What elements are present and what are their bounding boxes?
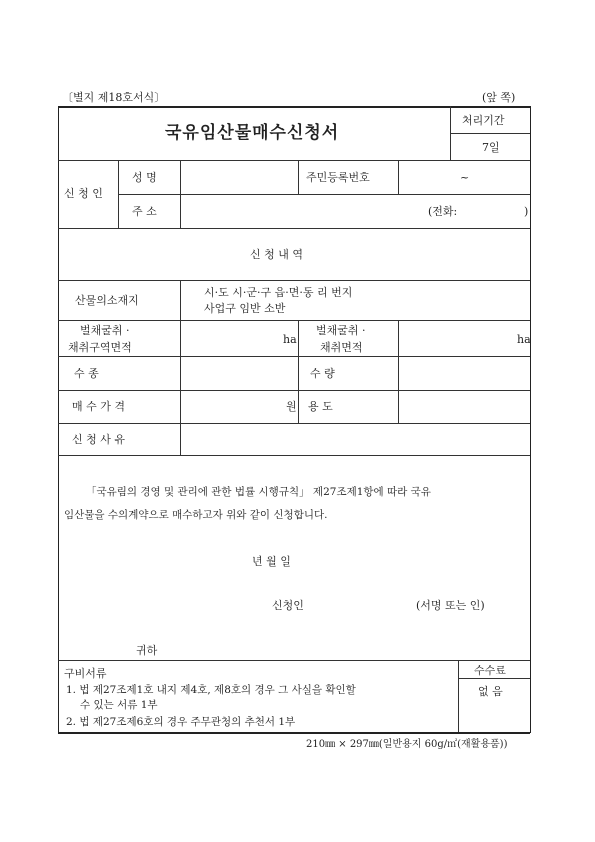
fee-value: 없 음 (478, 685, 503, 698)
phone-close: ) (524, 205, 529, 218)
required-documents-title: 구비서류 (64, 667, 107, 680)
harvest-zone-area-unit[interactable]: ha (283, 333, 297, 346)
addressee-label: 귀하 (136, 644, 158, 657)
quantity-label: 수 량 (310, 367, 335, 380)
application-reason-label: 신 청 사 유 (72, 433, 125, 446)
required-document-1-cont: 수 있는 서류 1부 (80, 699, 158, 711)
address-field[interactable] (182, 196, 422, 226)
processing-period-label: 처리기간 (462, 114, 505, 127)
resident-id-field[interactable]: ~ (460, 171, 470, 184)
paper-spec-footer: 210㎜ × 297㎜(일반용지 60g/㎡(재활용품)) (306, 739, 508, 750)
address-label: 주 소 (132, 205, 157, 218)
processing-period-value: 7일 (482, 141, 500, 154)
use-label: 용 도 (308, 400, 333, 413)
species-label: 수 종 (74, 367, 99, 380)
required-document-1: 1. 법 제27조제1호 내지 제4호, 제8호의 경우 그 사실을 확인할 (66, 684, 356, 696)
purchase-price-unit[interactable]: 원 (286, 400, 297, 413)
harvest-zone-area-label-1: 벌채굴취 · (80, 324, 130, 337)
name-label: 성 명 (132, 171, 157, 184)
applicant-section-label: 신 청 인 (64, 187, 103, 200)
location-line-2[interactable]: 사업구 임반 소반 (204, 302, 286, 315)
harvest-area-label-1: 벌채굴취 · (316, 324, 366, 337)
harvest-area-label-2: 채취면적 (320, 341, 363, 354)
required-document-2: 2. 법 제27조제6호의 경우 주무관청의 추천서 1부 (66, 716, 296, 728)
signature-field[interactable]: (서명 또는 인) (416, 599, 485, 612)
application-details-heading: 신 청 내 역 (250, 248, 303, 261)
purchase-price-label: 매 수 가 격 (72, 400, 125, 413)
location-line-1[interactable]: 시·도 시·군·구 읍·면·동 리 번지 (204, 286, 353, 299)
page-side-label: (앞 쪽) (482, 91, 516, 104)
location-label: 산물의소재지 (75, 294, 139, 307)
use-field[interactable] (400, 392, 528, 421)
species-field[interactable] (182, 358, 296, 388)
application-date[interactable]: 년 월 일 (252, 555, 291, 568)
resident-id-label: 주민등록번호 (306, 171, 370, 184)
fee-label: 수수료 (474, 664, 506, 677)
harvest-zone-area-label-2: 채취구역면적 (68, 341, 132, 354)
harvest-area-unit[interactable]: ha (517, 333, 531, 346)
statement-line-1: 「국유림의 경영 및 관리에 관한 법률 시행규칙」 제27조제1항에 따라 국유 (86, 486, 431, 498)
form-number: 〔별지 제18호서식〕 (62, 91, 166, 104)
application-reason-field[interactable] (182, 425, 528, 453)
quantity-field[interactable] (400, 358, 528, 388)
form-title: 국유임산물매수신청서 (165, 123, 340, 143)
statement-line-2: 임산물을 수의계약으로 매수하고자 위와 같이 신청합니다. (64, 509, 328, 521)
signature-applicant-label: 신청인 (272, 599, 304, 612)
phone-label: (전화: (428, 205, 458, 218)
name-field[interactable] (182, 162, 296, 192)
